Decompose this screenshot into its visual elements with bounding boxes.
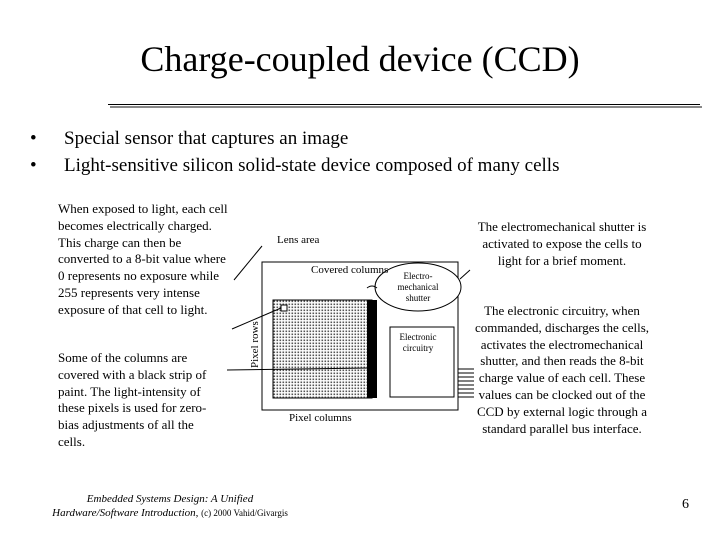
covered-columns-description: Some of the columns are covered with a black strip of paint. The light-intensity of these pixels is used for zero-bias adjustments of all the cells. xyxy=(58,350,207,449)
footer xyxy=(20,492,320,520)
output-pins xyxy=(458,369,474,397)
label-shutter-2: mechanical xyxy=(397,282,439,292)
page-number: 6 xyxy=(682,497,689,512)
bullet-icon: • xyxy=(30,155,37,176)
label-shutter-1: Electro- xyxy=(403,271,433,281)
footer-book: Hardware/Software Introduction, xyxy=(52,507,199,519)
covered-columns-strip xyxy=(367,300,377,398)
cell-marker xyxy=(281,305,287,311)
label-covered-columns: Covered columns xyxy=(311,264,389,276)
bullet-text: Special sensor that captures an image xyxy=(64,128,349,149)
footer-line-2 xyxy=(20,506,320,520)
label-pixel-rows: Pixel rows xyxy=(249,321,261,368)
label-lens-area: Lens area xyxy=(277,234,320,246)
label-pixel-columns: Pixel columns xyxy=(289,412,352,424)
cell-charge-description: When exposed to light, each cell becomes electrically charged. This charge can then be converted to a 8-bit value where 0 represents no exposure while 255 represents very intense exposure of that cell to light. xyxy=(58,201,228,317)
bullet-icon: • xyxy=(30,128,37,149)
callout-line-shutter xyxy=(460,270,470,279)
slide-title: Charge-coupled device (CCD) xyxy=(140,39,580,79)
label-shutter-3: shutter xyxy=(405,293,431,303)
label-circuitry-1: Electronic xyxy=(399,332,437,342)
callout-line-lens xyxy=(234,246,262,280)
label-circuitry-2: circuitry xyxy=(402,343,434,353)
circuitry-description: The electronic circuitry, when commanded, discharges the cells, activates the electromechanical shutter, and then reads the 8-bit charge value of each cell. These values can be clocked out of the CCD by external logic through a standard parallel bus interface. xyxy=(474,303,650,436)
footer-line-1: Embedded Systems Design: A Unified xyxy=(86,493,254,505)
shutter-description: The electromechanical shutter is activated to expose the cells to light for a brief moment. xyxy=(477,219,647,268)
footer-copyright: (c) 2000 Vahid/Givargis xyxy=(201,508,288,518)
pixel-array xyxy=(273,300,372,398)
bullet-text: Light-sensitive silicon solid-state device composed of many cells xyxy=(64,155,560,176)
